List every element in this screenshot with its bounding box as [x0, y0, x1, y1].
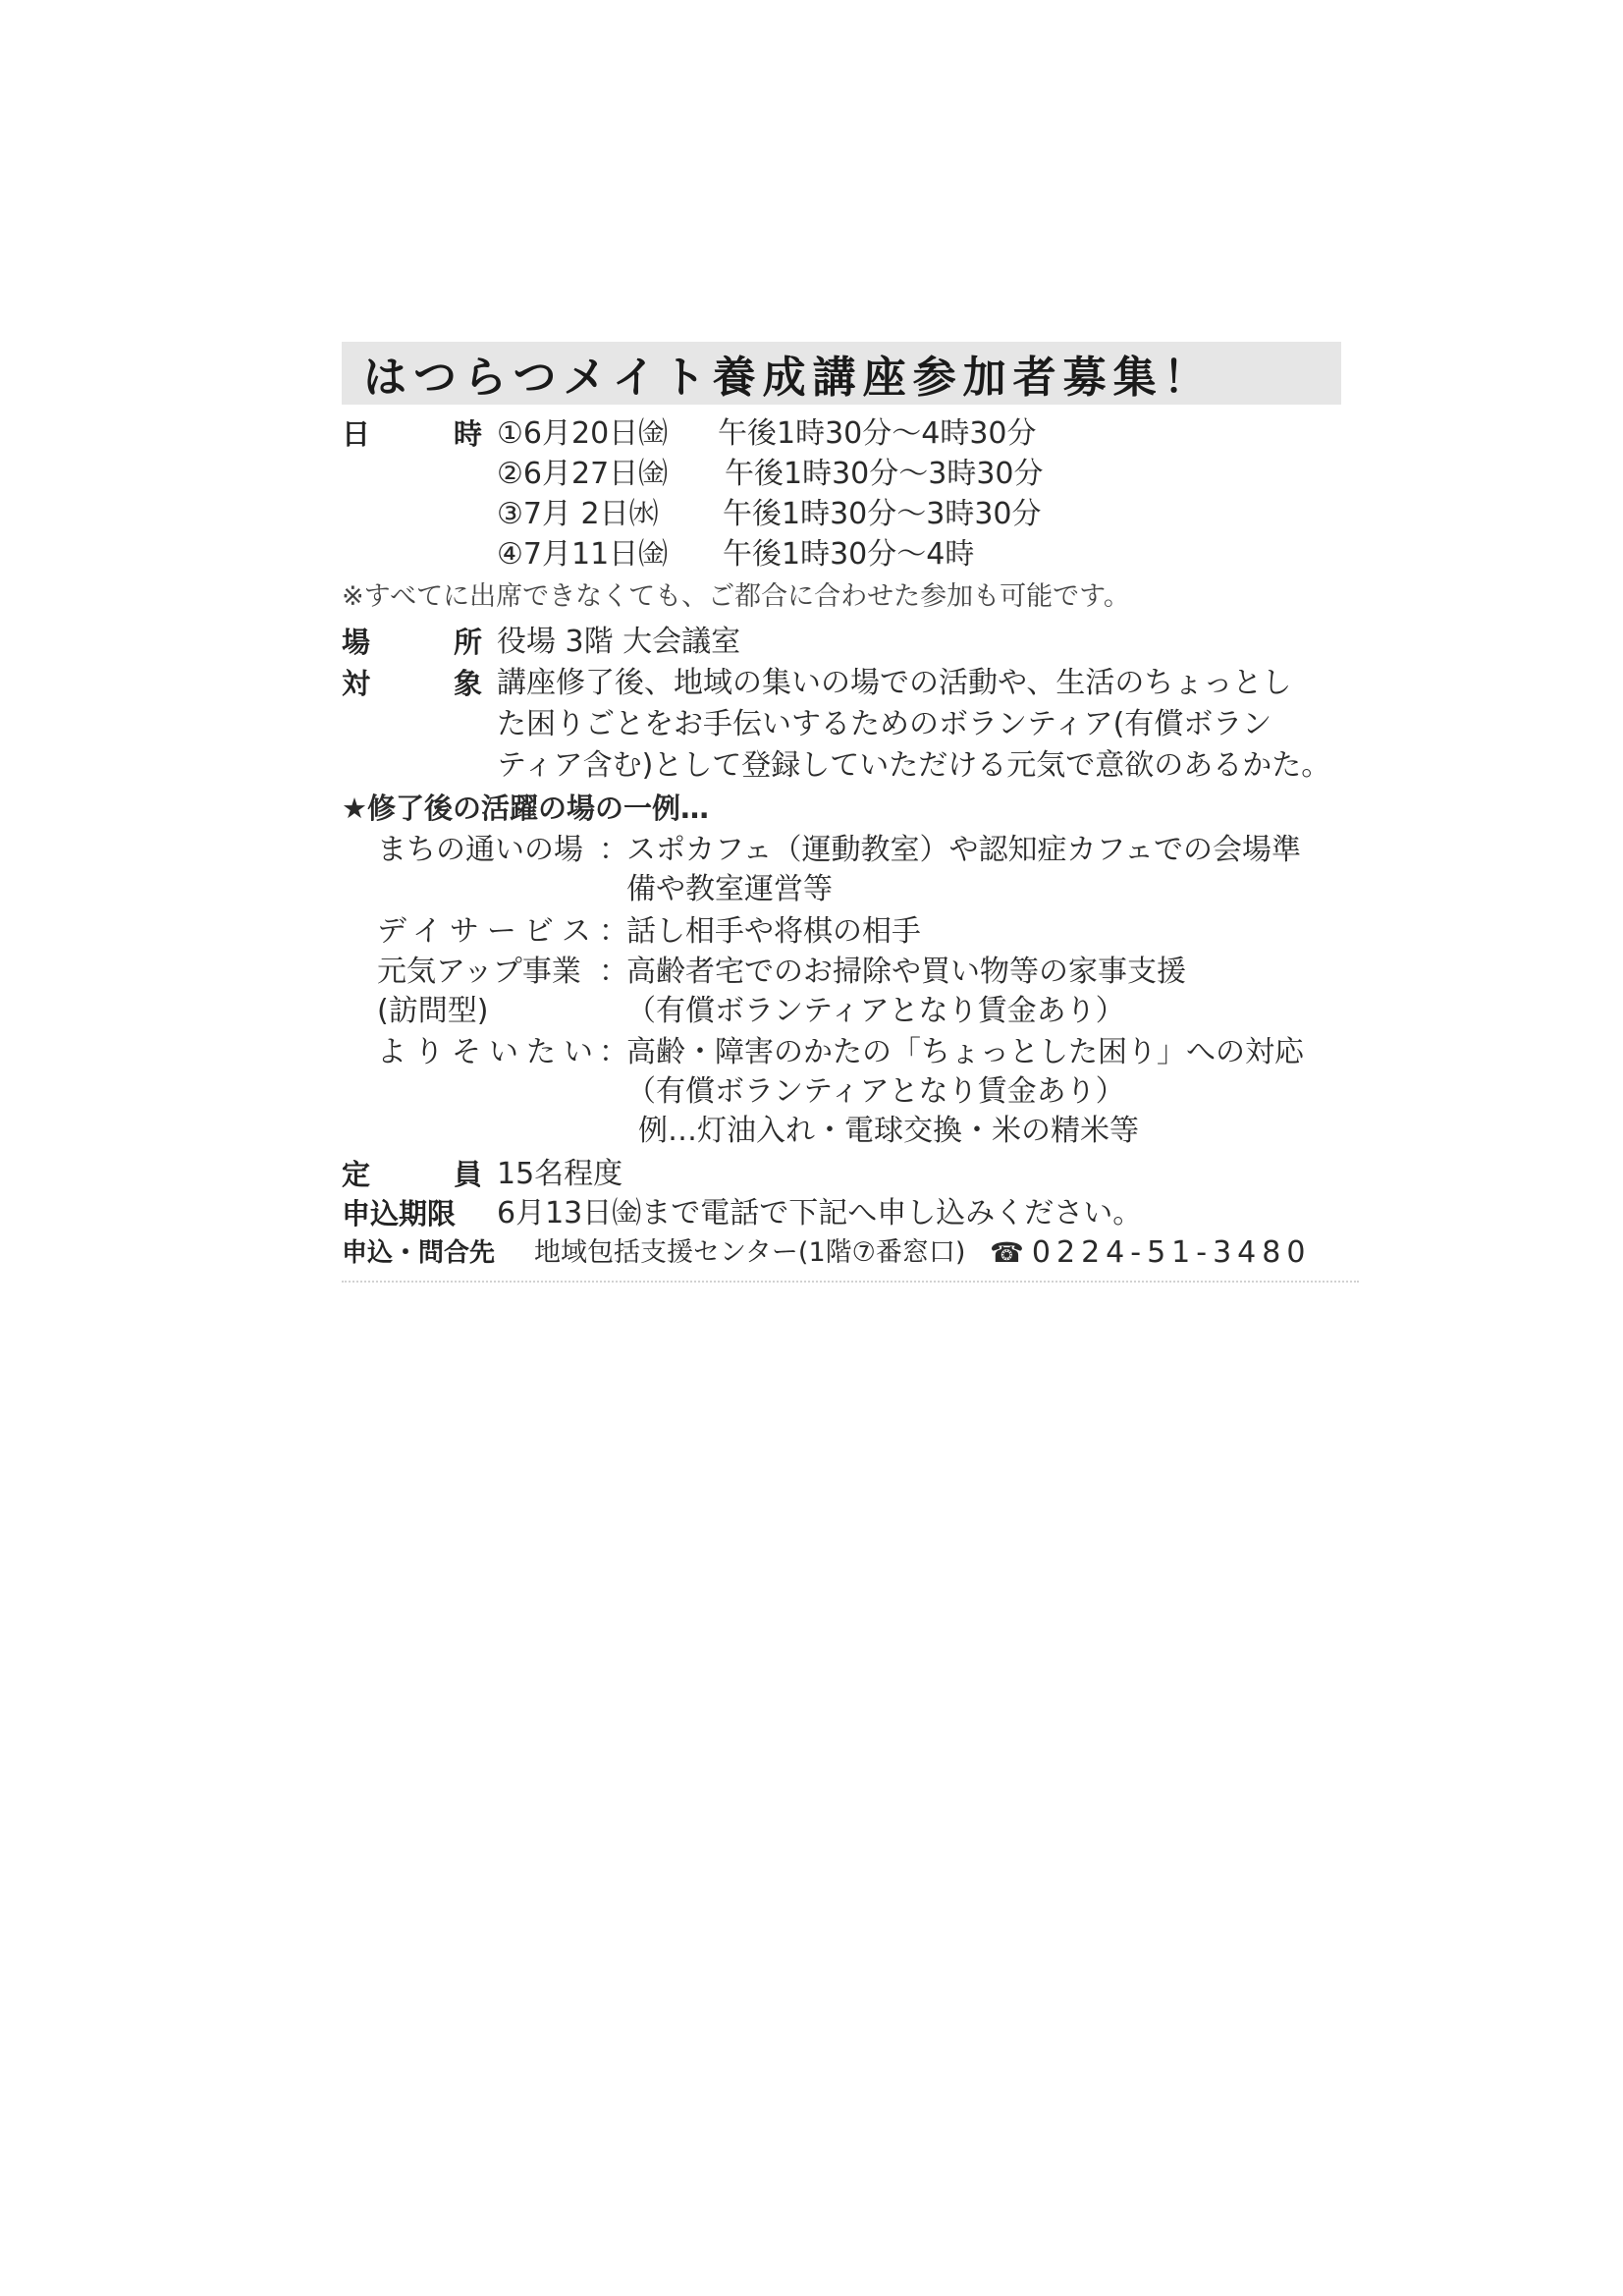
- capacity-label: 定 員: [342, 1158, 511, 1191]
- activity-name: 元気アップ事業: [377, 955, 581, 989]
- session-2: [497, 457, 1044, 492]
- activity-item: [377, 914, 599, 950]
- activity-item: [377, 1035, 601, 1070]
- target-line: ティア含む)として登録していただける元気で意欲のあるかた。: [497, 748, 1331, 783]
- contact-label: 申込・問合先: [342, 1238, 496, 1268]
- activity-desc: 高齢者宅でのお掃除や買い物等の家事支援: [626, 955, 1186, 989]
- target-line: 講座修了後、地域の集いの場での活動や、生活のちょっとし: [497, 666, 1292, 700]
- session-date: ②6月27日㈮: [497, 457, 669, 491]
- bottom-divider: [342, 1281, 1359, 1283]
- capacity-value: 15名程度: [497, 1157, 623, 1191]
- session-3: [497, 497, 1042, 532]
- session-time: 午後1時30分～3時30分: [725, 457, 1044, 491]
- place-value: 役場 3階 大会議室: [497, 625, 741, 659]
- activity-name: デイサービス: [377, 914, 599, 949]
- activities-heading: ★修了後の活躍の場の一例…: [342, 792, 709, 825]
- session-time: 午後1時30分～4時30分: [718, 416, 1037, 451]
- activity-name: まちの通いの場: [377, 833, 583, 867]
- session-date: ④7月11日㈮: [497, 537, 669, 572]
- activity-item: [377, 955, 581, 990]
- phone-icon: ☎: [990, 1236, 1030, 1269]
- notice-title: はつらつメイト養成講座参加者募集！: [363, 353, 1214, 403]
- session-time: 午後1時30分～3時30分: [723, 497, 1042, 531]
- session-time: 午後1時30分～4時: [723, 537, 975, 572]
- activity-colon: ：: [599, 1035, 628, 1069]
- deadline-value: 6月13日㈮まで電話で下記へ申し込みください。: [497, 1196, 1143, 1230]
- deadline-label: 申込期限: [342, 1197, 457, 1230]
- session-date: ③7月 2日㈬: [497, 497, 659, 531]
- contact-phone: [990, 1235, 1311, 1271]
- activity-colon: ：: [599, 914, 628, 949]
- activity-sub: (訪問型): [377, 994, 489, 1028]
- activity-desc: 高齢・障害のかたの「ちょっとした困り」への対応: [626, 1035, 1304, 1069]
- place-label: 場 所: [342, 626, 511, 659]
- activity-name: よりそいたい: [377, 1035, 601, 1069]
- contact-office: 地域包括支援センター(1階⑦番窓口): [534, 1237, 966, 1268]
- activity-colon: ：: [599, 955, 628, 989]
- activity-desc: （有償ボランティアとなり賃金あり）: [626, 994, 1125, 1028]
- schedule-note: ※すべてに出席できなくても、ご都合に合わせた参加も可能です。: [342, 581, 1130, 612]
- target-label: 対 象: [342, 667, 511, 700]
- session-date: ①6月20日㈮: [497, 416, 669, 451]
- activity-desc: （有償ボランティアとなり賃金あり）: [626, 1074, 1125, 1109]
- activity-desc: 話し相手や将棋の相手: [626, 914, 921, 949]
- target-line: た困りごとをお手伝いするためのボランティア(有償ボラン: [497, 707, 1272, 741]
- activity-colon: ：: [599, 833, 628, 867]
- title-bar: [342, 342, 1341, 405]
- session-4: [497, 537, 975, 573]
- activity-desc: 備や教室運営等: [626, 872, 833, 906]
- schedule-label: 日 時: [342, 417, 511, 451]
- phone-number: 0224-51-3480: [1031, 1235, 1312, 1270]
- recruitment-notice: [342, 342, 1359, 1285]
- activity-item: [377, 833, 583, 868]
- activity-desc: 例…灯油入れ・電球交換・米の精米等: [638, 1114, 1139, 1148]
- activity-desc: スポカフェ（運動教室）や認知症カフェでの会場準: [626, 833, 1301, 867]
- session-1: [497, 416, 1037, 452]
